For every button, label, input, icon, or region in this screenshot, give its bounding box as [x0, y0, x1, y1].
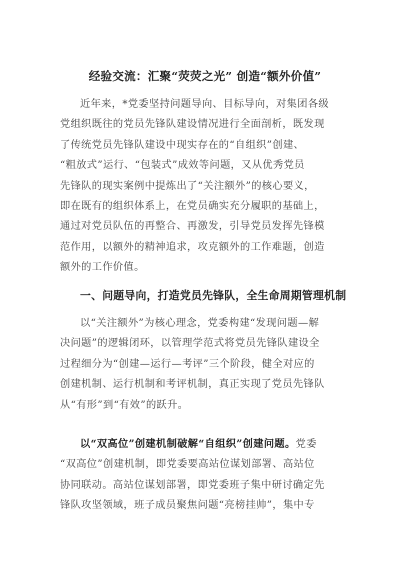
text-line: 即在既有的组织体系上，在党员确实充分履职的基础上，: [60, 201, 325, 213]
text-line: 近年来，*党委坚持问题导向、目标导向，对集团各级: [80, 99, 330, 110]
section-2-lead-bold: 以“双高位”创建机制破解“自组织”创建问题。: [80, 438, 296, 450]
text-line: 先锋队的现实案例中提炼出了“关注额外”的核心要义，: [60, 180, 315, 192]
section-2-lead-line: [60, 434, 360, 455]
text-line: 过程细分为“创建—运行—考评”三个阶段，健全对应的: [60, 358, 315, 370]
text-line: 额外的工作价值。: [60, 262, 145, 274]
section-2-paragraph: [60, 434, 360, 517]
text-line: 范作用，以额外的精神追求，攻克额外的工作难题，创造: [60, 241, 325, 253]
text-line: 决问题”的逻辑闭环，以管理学范式将党员先锋队建设全: [60, 338, 320, 350]
document-title: 经验交流：汇聚“荧荧之光” 创造“额外价值”: [88, 69, 322, 83]
text-line: 锋队攻坚领域，班子成员聚焦问题“亮榜挂帅”，集中专: [60, 500, 315, 512]
text-line: 创建机制、运行机制和考评机制，真正实现了党员先锋队: [60, 379, 325, 391]
section-2-lead-rest: 党委: [295, 439, 317, 450]
intro-paragraph: [60, 95, 360, 279]
text-line: 党组织既往的党员先锋队建设情况进行全面剖析，既发现: [60, 119, 325, 131]
text-line: 了传统党员先锋队建设中现实存在的“自组织”创建、: [60, 139, 305, 151]
text-line: “双高位”创建机制，即党委要高站位谋划部署、高站位: [60, 459, 315, 471]
text-line: 通过对党员队伍的再整合、再激发，引导党员发挥先锋模: [60, 221, 325, 233]
section-1-heading: 一、问题导向，打造党员先锋队，全生命周期管理机制: [80, 289, 347, 302]
text-line: 协同联动。高站位谋划部署，即党委班子集中研讨确定先: [60, 479, 325, 491]
text-line: “粗放式”运行、“包装式”成效等问题，又从优秀党员: [60, 160, 305, 172]
text-line: 从“有形”到“有效”的跃升。: [60, 399, 189, 411]
text-line: 以“关注额外”为核心理念，党委构建“发现问题—解: [80, 318, 320, 329]
section-1-paragraph: [60, 314, 360, 416]
